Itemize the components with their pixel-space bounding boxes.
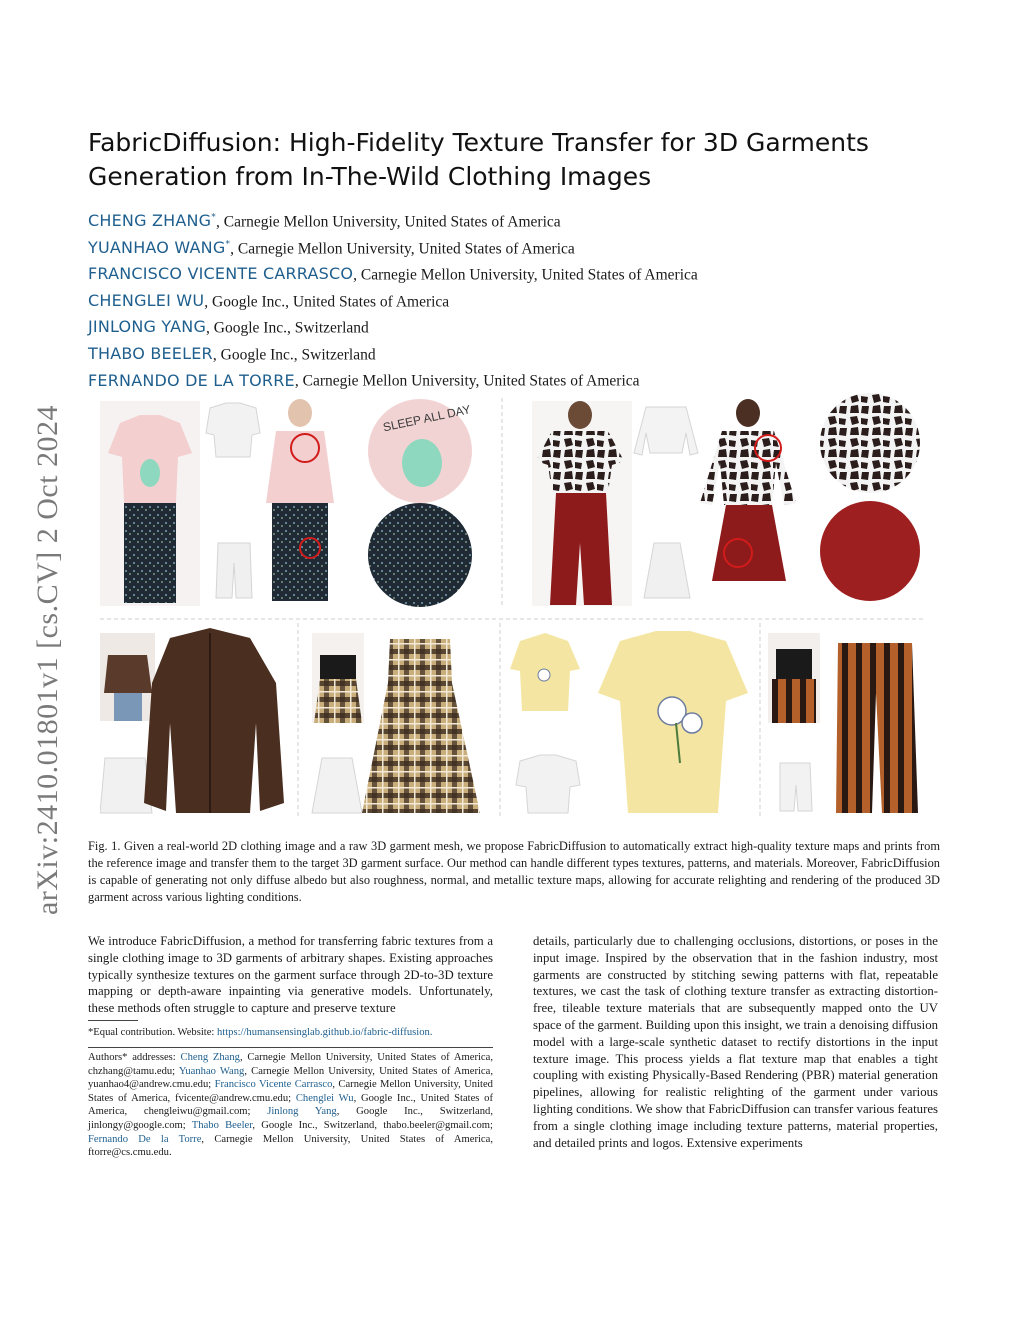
raw-pants-mesh	[780, 763, 812, 811]
black-top-photo	[320, 655, 356, 679]
author-affiliation: , Google Inc., Switzerland	[212, 345, 376, 363]
floral-pants-photo	[124, 503, 176, 603]
author-affiliation: , Carnegie Mellon University, United States of America	[294, 372, 640, 390]
arxiv-stamp	[28, 365, 68, 955]
panel-leather-jacket	[100, 628, 284, 813]
raw-tee-mesh	[206, 403, 260, 457]
author-line	[88, 234, 948, 261]
author-line	[88, 313, 948, 340]
flower-print	[682, 713, 702, 733]
raw-skirt-mesh	[644, 543, 690, 598]
panel-striped-pants	[768, 633, 918, 813]
author-affiliation: , Carnegie Mellon University, United States of America	[215, 213, 561, 231]
footnote-rule	[88, 1020, 138, 1021]
zoom-giraffe-fabric	[820, 393, 920, 493]
zoom-print-text: SLEEP ALL DAY	[381, 402, 472, 435]
striped-pants-photo	[772, 679, 816, 723]
author-name[interactable]: THABO BEELER	[88, 343, 213, 363]
abstract-right-column: details, particularly due to challenging occlusions, distortions, or poses in the input image. Inspired by the observation that in the fashion industry, most garments are constructed by stitching sewing patterns with flat, repeatable textures, we cast the task of clothing texture transfer as extracting distortion-free, tileable texture materials that are subsequently mapped onto the UV space of the garment. Building upon this insight, we train a denoising diffusion model with a large-scale synthetic dataset to rectify distortions in the input texture image. This process yields a flat texture map that enables a tight coupling with existing Physically-Based Rendering (PBR) material generation pipelines, allowing for realistic relighting of the garment under various lighting conditions. We show that FabricDiffusion can transfer various features from a single clothing image including texture patterns, material properties, and detailed prints and logos. Extensive experiments	[533, 934, 938, 1150]
flower-print-small	[538, 669, 550, 681]
author-affiliation: , Carnegie Mellon University, United States of America	[230, 239, 575, 257]
raw-tee-mesh	[516, 755, 580, 813]
avatar-head	[736, 399, 760, 427]
title-line-2: Generation from In-The-Wild Clothing Images	[88, 162, 652, 191]
zoom-red-fabric	[820, 501, 920, 601]
teaser-figure	[100, 393, 926, 823]
address-name-link[interactable]: Yuanhao Wang	[178, 1065, 245, 1077]
author-line	[88, 287, 948, 314]
zoom-cat	[402, 439, 442, 487]
rendered-plaid-dress	[362, 639, 480, 813]
panel-pink-tee	[100, 399, 472, 607]
avatar-pink-tee	[266, 431, 334, 503]
address-name-link[interactable]: Cheng Zhang	[180, 1052, 240, 1063]
author-name[interactable]: FRANCISCO VICENTE CARRASCO	[88, 264, 354, 284]
website-link[interactable]: https://humansensinglab.github.io/fabric-diffusion.	[217, 1027, 433, 1038]
rendered-jacket	[144, 628, 284, 813]
address-name-link[interactable]: Fernando De la Torre	[88, 1133, 202, 1145]
figure-caption: Fig. 1. Given a real-world 2D clothing image and a raw 3D garment mesh, we propose FabricDiffusion to automatically extract high-quality texture maps and prints from the reference image and transfer them to the target 3D garment surface. Our method can handle different types textures, patterns, and materials. Moreover, FabricDiffusion is capable of generating not only diffuse albedo but also roughness, normal, and metallic texture maps, allowing for accurate relighting and rendering of the produced 3D garment across various lighting conditions.	[88, 839, 940, 904]
raw-longsleeve-mesh	[634, 407, 698, 455]
author-line	[88, 366, 948, 393]
abstract-left-column: We introduce FabricDiffusion, a method for transferring fabric textures from a single clothing image to 3D garments of arbitrary shapes. Existing approaches typically synthesize textures on the garment surface through 2D-to-3D texture mapping or depth-aware inpainting via generative models. Unfortunately, these methods often struggle to capture and preserve texture	[88, 934, 493, 1016]
rendered-striped-pants	[836, 643, 918, 813]
title-line-1: FabricDiffusion: High-Fidelity Texture Transfer for 3D Garments	[88, 128, 869, 157]
address-name-link[interactable]: Chenglei Wu	[295, 1092, 354, 1104]
author-name[interactable]: CHENG ZHANG*	[88, 211, 216, 231]
cat-print	[140, 459, 160, 487]
author-affiliation: , Google Inc., Switzerland	[206, 319, 369, 337]
address-name-link[interactable]: Jinlong Yang	[267, 1106, 337, 1118]
author-line	[88, 260, 948, 287]
avatar-head	[288, 399, 312, 427]
black-top-photo	[776, 649, 812, 679]
jeans-photo	[114, 693, 142, 721]
author-line	[88, 207, 948, 234]
jacket-photo	[104, 655, 152, 693]
author-affiliation: , Carnegie Mellon University, United States of America	[353, 266, 698, 284]
zoom-floral-fabric	[368, 503, 472, 607]
equal-contribution-footnote: *Equal contribution. Website: https://humansensinglab.github.io/fabric-diffusion.	[88, 1027, 433, 1038]
model-head	[568, 401, 592, 429]
author-line	[88, 340, 948, 367]
author-name[interactable]: JINLONG YANG	[88, 317, 207, 337]
plaid-skirt-photo	[314, 679, 362, 723]
raw-dress-mesh	[312, 758, 362, 813]
author-list	[88, 207, 948, 393]
author-name[interactable]: CHENGLEI WU	[88, 290, 205, 310]
arxiv-id: arXiv:2410.01801v1 [cs.CV] 2 Oct 2024	[31, 404, 65, 916]
address-name-link[interactable]: Francisco Vicente Carrasco	[214, 1079, 333, 1091]
address-name-link[interactable]: Thabo Beeler	[191, 1119, 253, 1131]
paper-title	[88, 126, 948, 194]
panel-giraffe-top	[532, 393, 920, 606]
panel-plaid-dress	[312, 633, 480, 813]
author-affiliation: , Google Inc., United States of America	[204, 292, 450, 310]
author-name[interactable]: YUANHAO WANG*	[88, 237, 231, 257]
avatar-giraffe-top	[700, 431, 796, 505]
author-addresses: Authors* addresses: Cheng Zhang, Carnegie Mellon University, United States of America, chzhang@tamu.edu; Yuanhao Wang, Carnegie Mellon University, United States of America, yuanhao4@andrew.cmu.edu; Francisco Vicente Carrasco, Carnegie Mellon University, United States of America, fvicente@andrew.cmu.edu; Chenglei Wu, Google Inc., United States of America, chengleiwu@gmail.com; Jinlong Yang, Google Inc., Switzerland, jinlongy@google.com; Thabo Beeler, Google Inc., Switzerland, thabo.beeler@gmail.com; Fernando De la Torre, Carnegie Mellon University, United States of America, ftorre@cs.cmu.edu.	[88, 1052, 494, 1159]
raw-jacket-mesh	[100, 758, 152, 813]
author-name[interactable]: FERNANDO DE LA TORRE	[88, 370, 295, 390]
addresses-rule	[88, 1047, 493, 1048]
raw-pants-mesh	[216, 543, 252, 598]
panel-yellow-tee	[510, 631, 748, 813]
